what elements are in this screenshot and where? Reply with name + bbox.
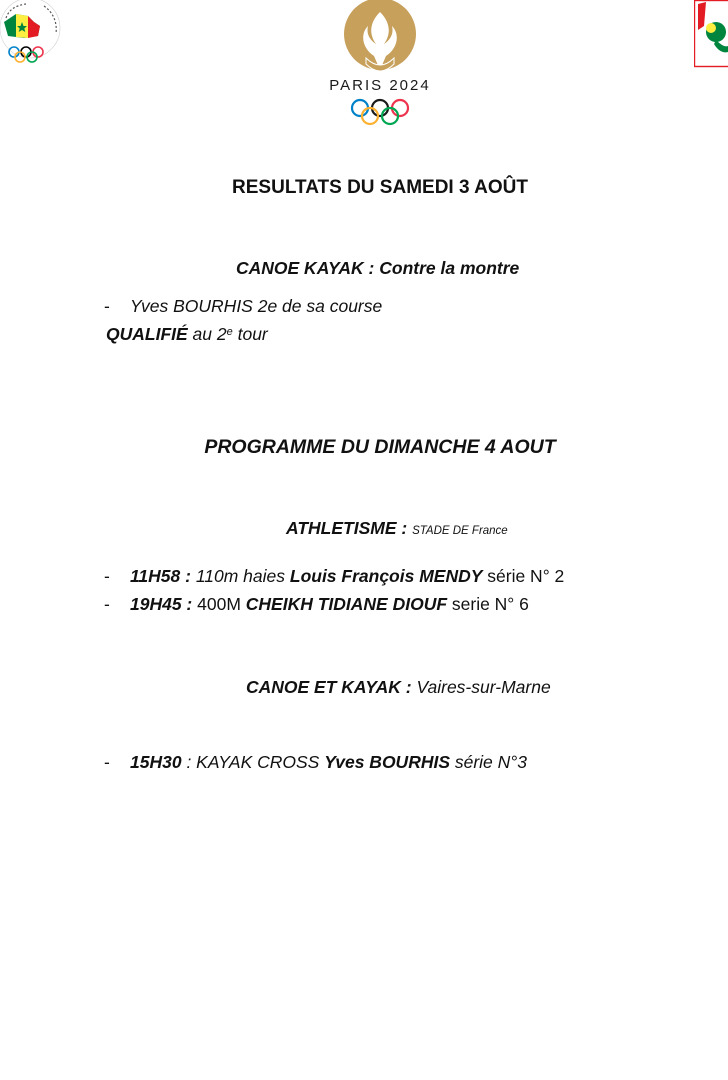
athletisme-heading: ATHLETISME : STADE DE France: [286, 518, 508, 538]
bullet-dash: -: [104, 566, 110, 586]
senegal-partner-logo: [694, 0, 728, 68]
athlete-name: Yves BOURHIS: [324, 752, 450, 772]
canoe-heading: CANOE ET KAYAK : Vaires-sur-Marne: [246, 677, 551, 697]
paris-2024-flame-emblem: [344, 0, 416, 71]
programme-item: 15H30 : KAYAK CROSS Yves BOURHIS série N°3: [130, 752, 528, 772]
qualified-label: QUALIFIÉ: [106, 324, 188, 344]
event-time: 11H58 :: [130, 566, 196, 586]
paris-2024-wordmark: PARIS 2024: [329, 77, 431, 94]
paris-2024-logo: [320, 0, 440, 130]
results-item: Yves BOURHIS 2e de sa course: [130, 296, 383, 316]
programme-title: PROGRAMME DU DIMANCHE 4 AOUT: [204, 436, 556, 458]
results-section-heading: CANOE KAYAK : Contre la montre: [236, 258, 520, 278]
olympic-rings-icon: [352, 100, 408, 124]
bullet-dash: -: [104, 594, 110, 614]
athletisme-venue: STADE DE France: [412, 525, 508, 537]
bullet-dash: -: [104, 296, 110, 316]
programme-item: 11H58 : 110m haies Louis François MENDY série N° 2: [130, 566, 565, 586]
canoe-venue: Vaires-sur-Marne: [416, 677, 551, 697]
bullet-dash: -: [104, 752, 110, 772]
programme-item: 19H45 : 400M CHEIKH TIDIANE DIOUF serie N° 6: [130, 594, 529, 614]
athlete-name: CHEIKH TIDIANE DIOUF: [245, 594, 448, 614]
event-time: 19H45 :: [130, 594, 198, 614]
qualification-line: QUALIFIÉ au 2e tour: [106, 324, 268, 344]
cnoss-logo: [0, 0, 66, 68]
results-title: RESULTATS DU SAMEDI 3 AOÛT: [232, 177, 528, 198]
event-time: 15H30: [130, 752, 182, 772]
athlete-name: Louis François MENDY: [289, 566, 483, 586]
